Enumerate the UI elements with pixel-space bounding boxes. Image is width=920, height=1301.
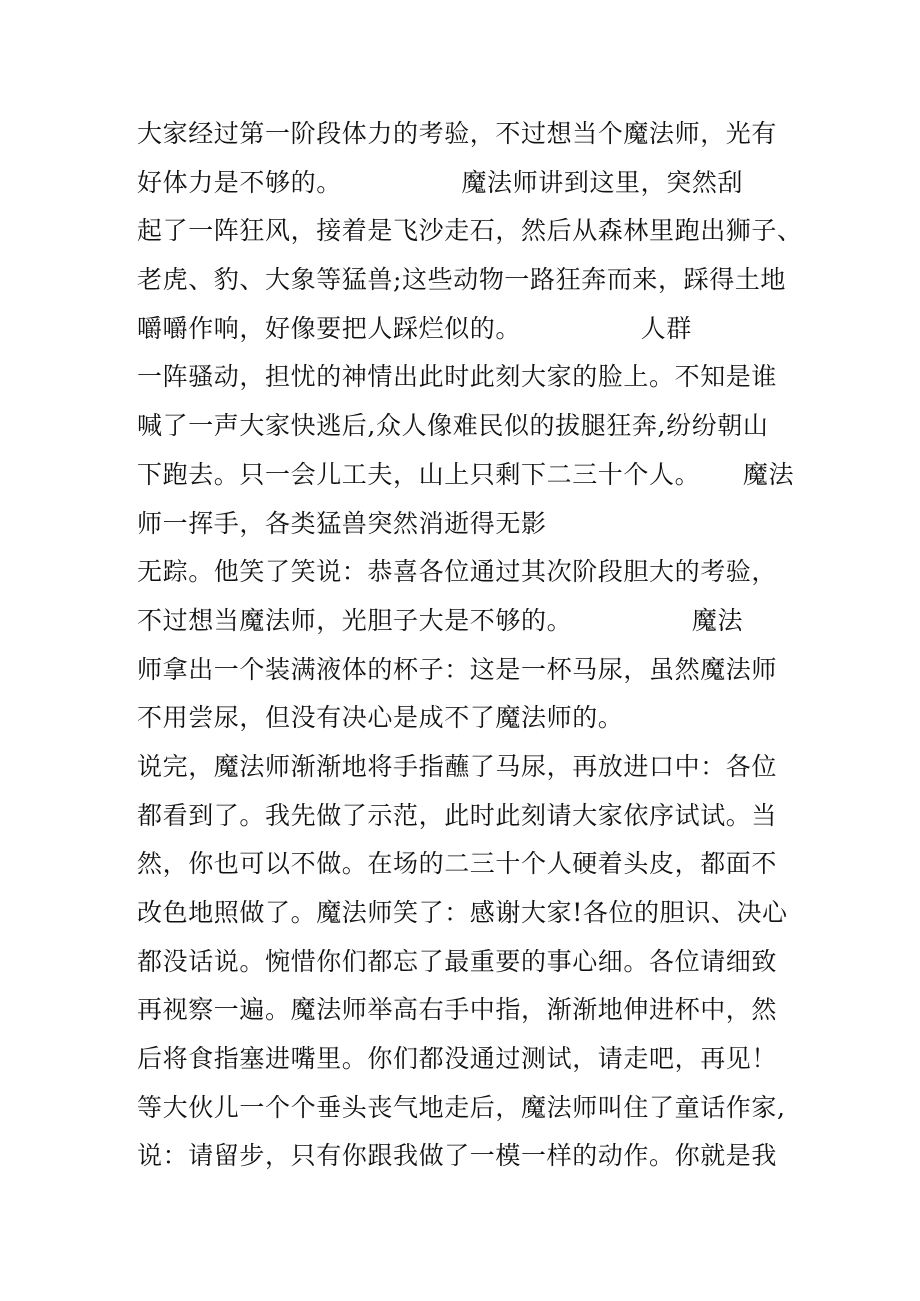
body-text — [137, 110, 817, 1181]
text-line: 然，你也可以不做。在场的二三十个人硬着头皮，都面不 — [137, 849, 778, 879]
text-line: 说完，魔法师渐渐地将手指蘸了马尿，再放进口中：各位 — [137, 751, 778, 781]
text-line: 师一挥手，各类猛兽突然消逝得无影 — [137, 508, 547, 538]
text-line: 无踪。他笑了笑说：恭喜各位通过其次阶段胆大的考验， — [137, 557, 778, 587]
text-line: 好体力是不够的。 魔法师讲到这里，突然刮 — [137, 167, 744, 197]
text-line: 起了一阵狂风，接着是飞沙走石，然后从森林里跑出狮子、 — [137, 216, 803, 246]
text-line: 下跑去。只一会儿工夫，山上只剩下二三十个人。 魔法 — [137, 459, 795, 489]
text-line: 喊了一声大家快逃后,众人像难民似的拔腿狂奔,纷纷朝山 — [137, 411, 769, 441]
text-line: 说：请留步，只有你跟我做了一模一样的动作。你就是我 — [137, 1141, 778, 1171]
text-line: 都没话说。惋惜你们都忘了最重要的事心细。各位请细致 — [137, 946, 778, 976]
text-line: 不过想当魔法师，光胆子大是不够的。 魔法 — [137, 605, 744, 635]
text-line: 改色地照做了。魔法师笑了：感谢大家!各位的胆识、决心 — [137, 898, 788, 927]
text-line: 再视察一遍。魔法师举高右手中指，渐渐地伸进杯中，然 — [137, 995, 778, 1025]
text-line: 嚼嚼作响，好像要把人踩烂似的。 人群 — [137, 313, 692, 343]
text-line: 都看到了。我先做了示范，此时此刻请大家依序试试。当 — [137, 800, 778, 830]
text-line: 后将食指塞进嘴里。你们都没通过测试，请走吧，再见！ — [137, 1044, 778, 1074]
text-line: 等大伙儿一个个垂头丧气地走后，魔法师叫住了童话作家, — [137, 1092, 786, 1122]
text-line: 不用尝尿，但没有决心是成不了魔法师的。 — [137, 703, 624, 733]
text-line: 师拿出一个装满液体的杯子：这是一杯马尿，虽然魔法师 — [137, 654, 778, 684]
text-line: 一阵骚动，担忧的神情出此时此刻大家的脸上。不知是谁 — [137, 362, 778, 392]
text-line: 老虎、豹、大象等猛兽;这些动物一路狂奔而来，踩得土地 — [137, 265, 787, 295]
text-line: 大家经过第一阶段体力的考验，不过想当个魔法师，光有 — [137, 119, 778, 148]
